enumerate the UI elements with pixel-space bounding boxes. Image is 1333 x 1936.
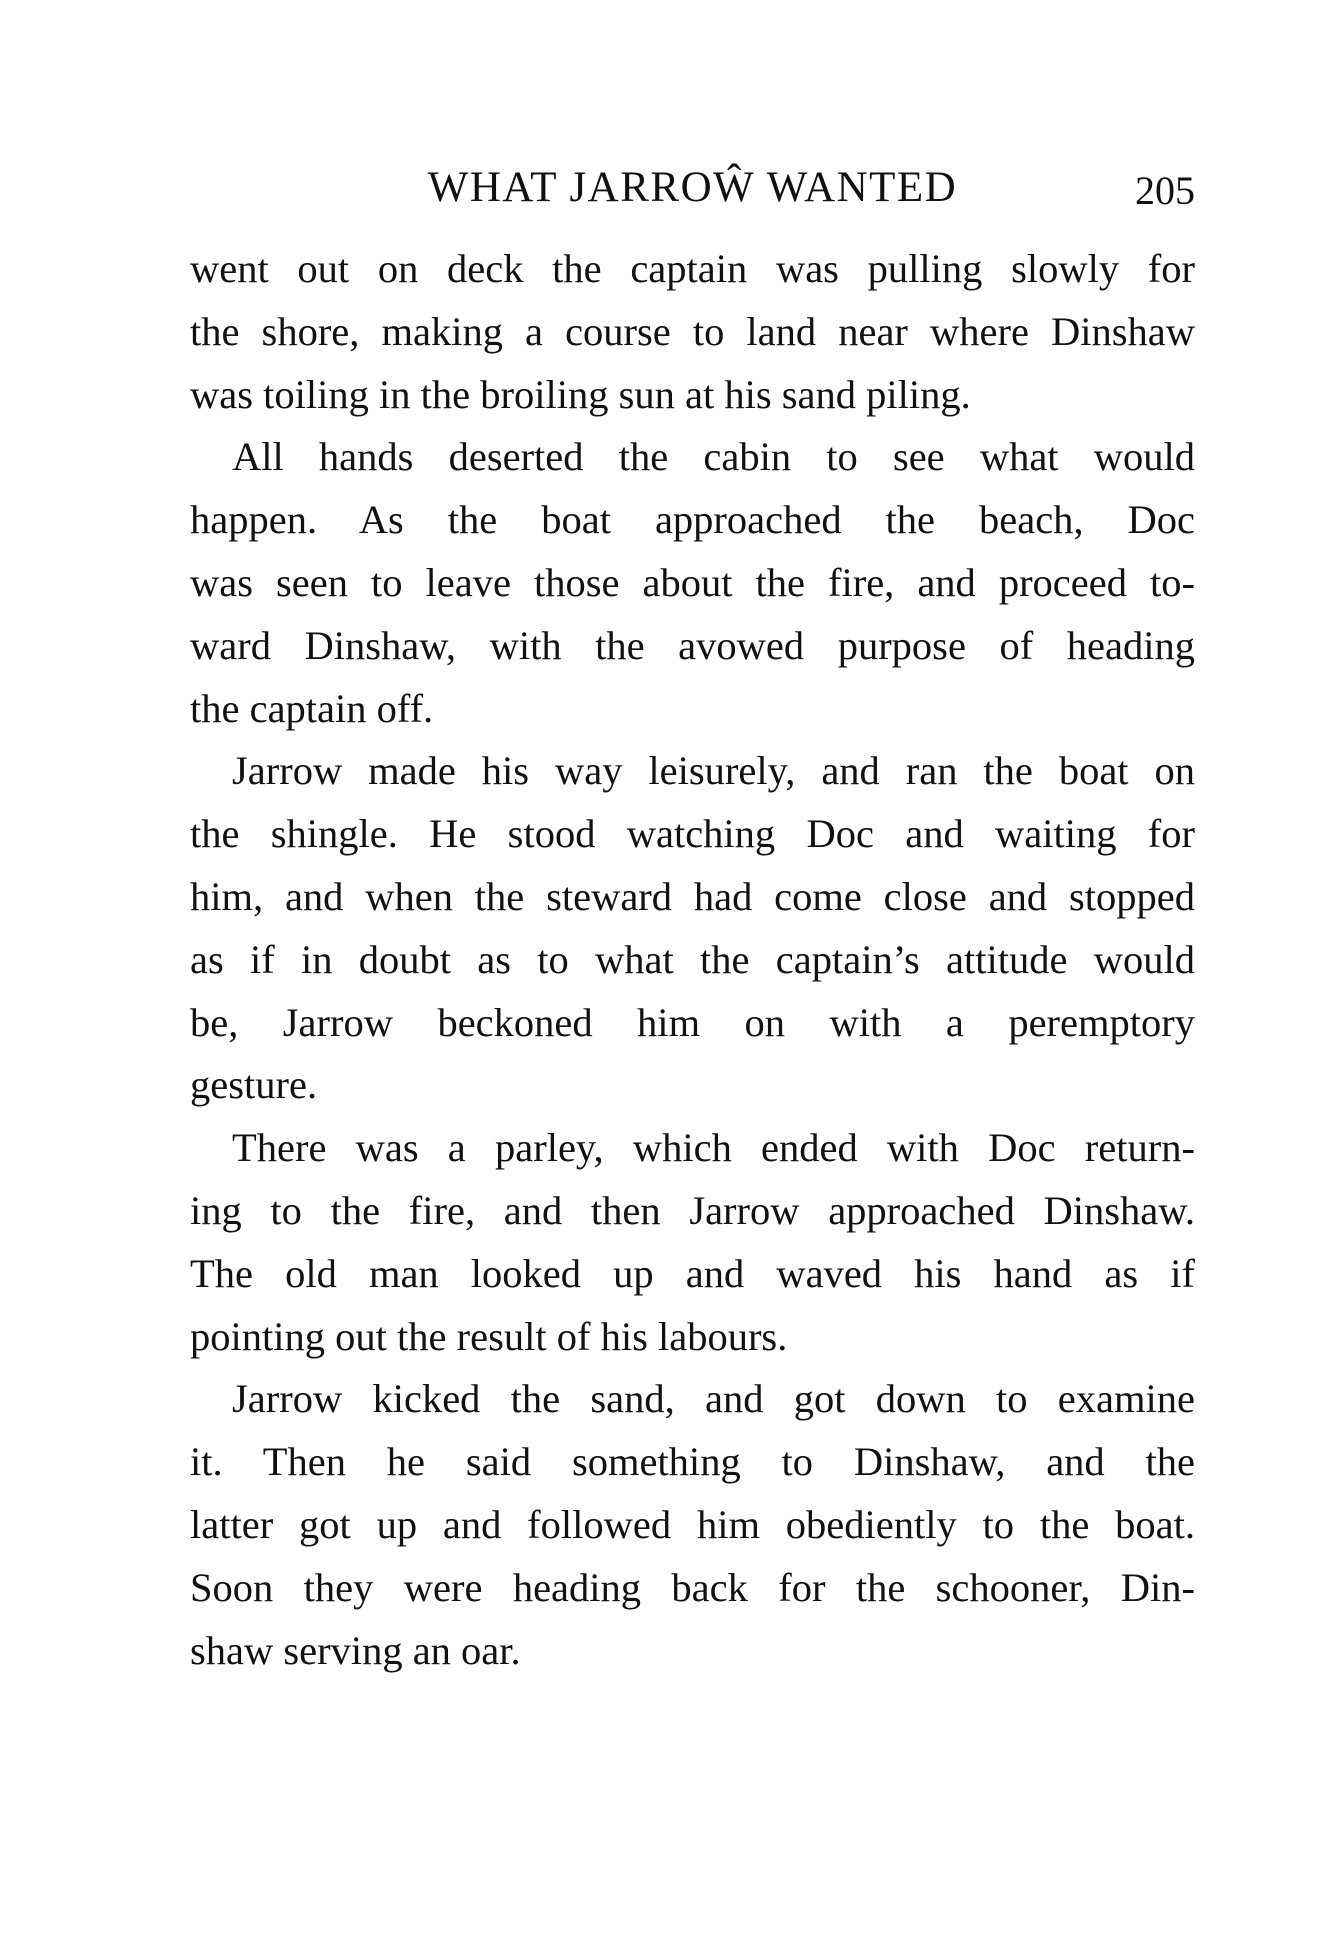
text-line: Soon they were heading back for the schooner, Din- bbox=[190, 1564, 1195, 1610]
text-line: All hands deserted the cabin to see what would bbox=[232, 434, 1195, 480]
body-text bbox=[190, 238, 1195, 1682]
text-line: happen. As the boat approached the beach, Doc bbox=[190, 497, 1195, 543]
paragraph-1 bbox=[190, 238, 1195, 426]
text-line: There was a parley, which ended with Doc return- bbox=[232, 1125, 1195, 1171]
paragraph-4 bbox=[190, 1117, 1195, 1368]
text-line: gesture. bbox=[190, 1062, 318, 1108]
text-line: as if in doubt as to what the captain’s attitude would bbox=[190, 936, 1195, 982]
running-title: WHAT JARROŴ WANTED bbox=[427, 164, 958, 211]
page-number: 205 bbox=[1135, 168, 1195, 213]
text-line: it. Then he said something to Dinshaw, and the bbox=[190, 1439, 1195, 1485]
text-line: him, and when the steward had come close and stopped bbox=[190, 873, 1195, 919]
text-line: the shingle. He stood watching Doc and waiting for bbox=[190, 811, 1195, 857]
text-line: latter got up and followed him obediently to the boat. bbox=[190, 1501, 1195, 1547]
paragraph-3 bbox=[190, 740, 1195, 1117]
text-line: pointing out the result of his labours. bbox=[190, 1313, 788, 1359]
text-line: was seen to leave those about the fire, and proceed to- bbox=[190, 559, 1195, 605]
text-line: be, Jarrow beckoned him on with a peremptory bbox=[190, 999, 1195, 1045]
text-line: ing to the fire, and then Jarrow approached Dinshaw. bbox=[190, 1187, 1195, 1233]
text-line: the captain off. bbox=[190, 685, 434, 731]
text-line: The old man looked up and waved his hand as if bbox=[190, 1250, 1195, 1296]
text-line: Jarrow kicked the sand, and got down to examine bbox=[232, 1376, 1195, 1422]
text-line: was toiling in the broiling sun at his sand piling. bbox=[190, 371, 971, 417]
text-line: the shore, making a course to land near where Dinshaw bbox=[190, 308, 1195, 354]
paragraph-2 bbox=[190, 426, 1195, 740]
text-line: Jarrow made his way leisurely, and ran the boat on bbox=[232, 748, 1195, 794]
text-line: ward Dinshaw, with the avowed purpose of heading bbox=[190, 622, 1195, 668]
text-line: went out on deck the captain was pulling slowly for bbox=[190, 246, 1195, 291]
paragraph-5 bbox=[190, 1368, 1195, 1682]
text-line: shaw serving an oar. bbox=[190, 1627, 521, 1673]
running-head bbox=[190, 158, 1195, 218]
